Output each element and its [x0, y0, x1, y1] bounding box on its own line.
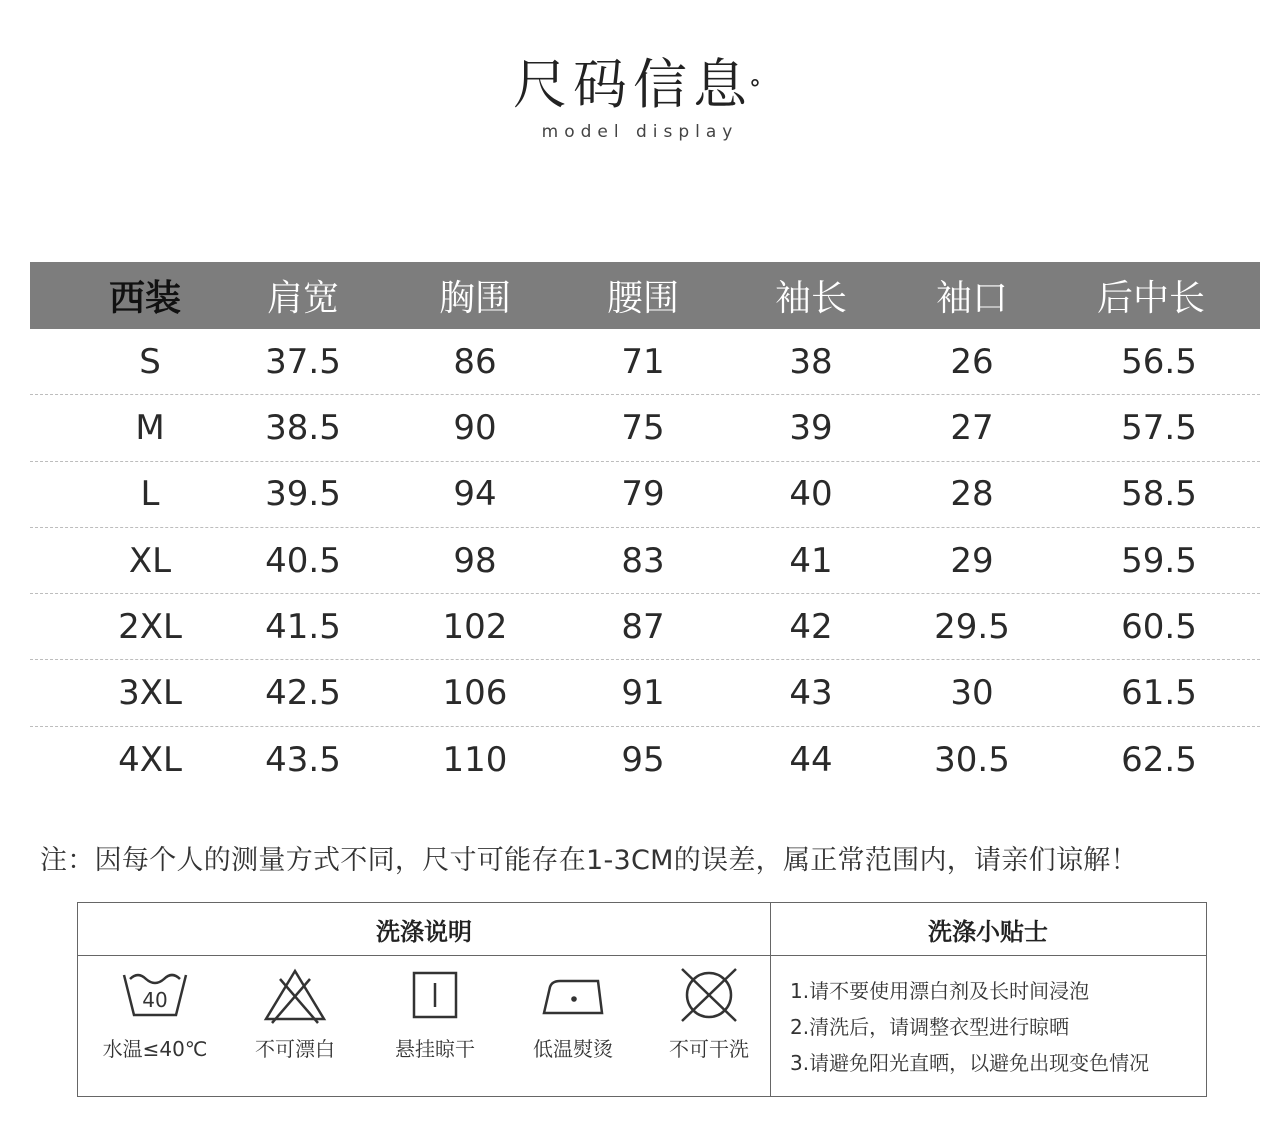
size-label: XL [128, 540, 172, 581]
size-table-header [30, 262, 1260, 329]
column-header: 袖长 [774, 278, 848, 319]
measurement-cell: 91 [621, 673, 665, 714]
title-mark: ° [749, 75, 767, 103]
measurement-cell: 59.5 [1121, 540, 1197, 581]
size-label: 2XL [118, 606, 182, 647]
measurement-cell: 98 [453, 540, 497, 581]
measurement-cell: 61.5 [1121, 673, 1197, 714]
table-row [30, 462, 1260, 528]
measurement-cell: 40.5 [265, 540, 341, 581]
page-subtitle: model display [541, 122, 739, 142]
table-row [30, 329, 1260, 395]
measurement-cell: 56.5 [1121, 341, 1197, 382]
table-row [30, 395, 1260, 461]
size-label: S [139, 341, 161, 382]
measurement-cell: 87 [621, 606, 665, 647]
measurement-cell: 29 [950, 540, 994, 581]
wash-tip: 2.清洗后，请调整衣型进行晾晒 [790, 1015, 1070, 1039]
measurement-cell: 57.5 [1121, 407, 1197, 448]
table-row [30, 528, 1260, 594]
measurement-cell: 110 [442, 739, 508, 780]
wash-tips-list [790, 973, 1149, 1081]
column-header: 袖口 [935, 278, 1009, 319]
measurement-cell: 83 [621, 540, 665, 581]
measurement-note: 注：因每个人的测量方式不同，尺寸可能存在1-3CM的误差，属正常范围内，请亲们谅解！ [40, 845, 1138, 876]
measurement-cell: 43.5 [265, 739, 341, 780]
measurement-cell: 44 [789, 739, 833, 780]
low-iron-icon [538, 965, 608, 1025]
measurement-cell: 102 [442, 606, 508, 647]
page-title [0, 50, 1280, 120]
measurement-cell: 71 [621, 341, 665, 382]
no-bleach-icon [260, 965, 330, 1025]
measurement-cell: 75 [621, 407, 665, 448]
measurement-cell: 27 [950, 407, 994, 448]
size-table-body [30, 329, 1260, 793]
measurement-cell: 28 [950, 474, 994, 515]
measurement-cell: 95 [621, 739, 665, 780]
wash-icon-label: 低温熨烫 [533, 1037, 613, 1061]
wash-icon-label: 悬挂晾干 [395, 1037, 475, 1061]
column-header: 肩宽 [266, 278, 340, 319]
measurement-cell: 39 [789, 407, 833, 448]
size-label: L [140, 474, 160, 515]
measurement-cell: 79 [621, 474, 665, 515]
column-header: 胸围 [438, 278, 512, 319]
wash-instructions-title: 洗涤说明 [376, 917, 472, 946]
wash-instructions-box [77, 902, 1207, 1097]
size-label: 3XL [118, 673, 182, 714]
measurement-cell: 40 [789, 474, 833, 515]
hang-dry-icon [400, 965, 470, 1025]
wash-icon-item [644, 965, 774, 1062]
size-label: 4XL [118, 739, 182, 780]
measurement-cell: 38 [789, 341, 833, 382]
measurement-cell: 43 [789, 673, 833, 714]
svg-text:40: 40 [142, 988, 168, 1012]
measurement-cell: 37.5 [265, 341, 341, 382]
measurement-cell: 30.5 [934, 739, 1010, 780]
table-row [30, 660, 1260, 726]
measurement-cell: 86 [453, 341, 497, 382]
wash-tips-title: 洗涤小贴士 [928, 917, 1048, 946]
wash-icon-label: 水温≤40℃ [102, 1037, 208, 1061]
table-row [30, 727, 1260, 793]
title-text: 尺码信息 [513, 53, 753, 116]
measurement-cell: 41 [789, 540, 833, 581]
measurement-cell: 90 [453, 407, 497, 448]
measurement-cell: 94 [453, 474, 497, 515]
measurement-cell: 29.5 [934, 606, 1010, 647]
wash-icon-item [508, 965, 638, 1062]
measurement-cell: 58.5 [1121, 474, 1197, 515]
measurement-cell: 42.5 [265, 673, 341, 714]
table-row [30, 594, 1260, 660]
size-table [30, 262, 1260, 793]
wash-tip: 1.请不要使用漂白剂及长时间浸泡 [790, 979, 1090, 1003]
wash-icon-item [230, 965, 360, 1062]
measurement-cell: 62.5 [1121, 739, 1197, 780]
size-label: M [135, 407, 165, 448]
no-dry-clean-icon [674, 965, 744, 1025]
wash-icon-item [90, 965, 220, 1062]
divider [78, 955, 1206, 956]
wash-icon-label: 不可漂白 [255, 1037, 335, 1061]
measurement-cell: 39.5 [265, 474, 341, 515]
measurement-cell: 41.5 [265, 606, 341, 647]
column-header: 腰围 [606, 278, 680, 319]
measurement-cell: 38.5 [265, 407, 341, 448]
wash-icon-label: 不可干洗 [669, 1037, 749, 1061]
column-header: 西装 [108, 278, 182, 319]
measurement-cell: 60.5 [1121, 606, 1197, 647]
column-header: 后中长 [1096, 278, 1206, 319]
wash-icon-item [370, 965, 500, 1062]
measurement-cell: 106 [442, 673, 508, 714]
wash-40-icon [120, 965, 190, 1025]
measurement-cell: 26 [950, 341, 994, 382]
measurement-cell: 42 [789, 606, 833, 647]
measurement-cell: 30 [950, 673, 994, 714]
wash-tip: 3.请避免阳光直晒，以避免出现变色情况 [790, 1051, 1150, 1075]
